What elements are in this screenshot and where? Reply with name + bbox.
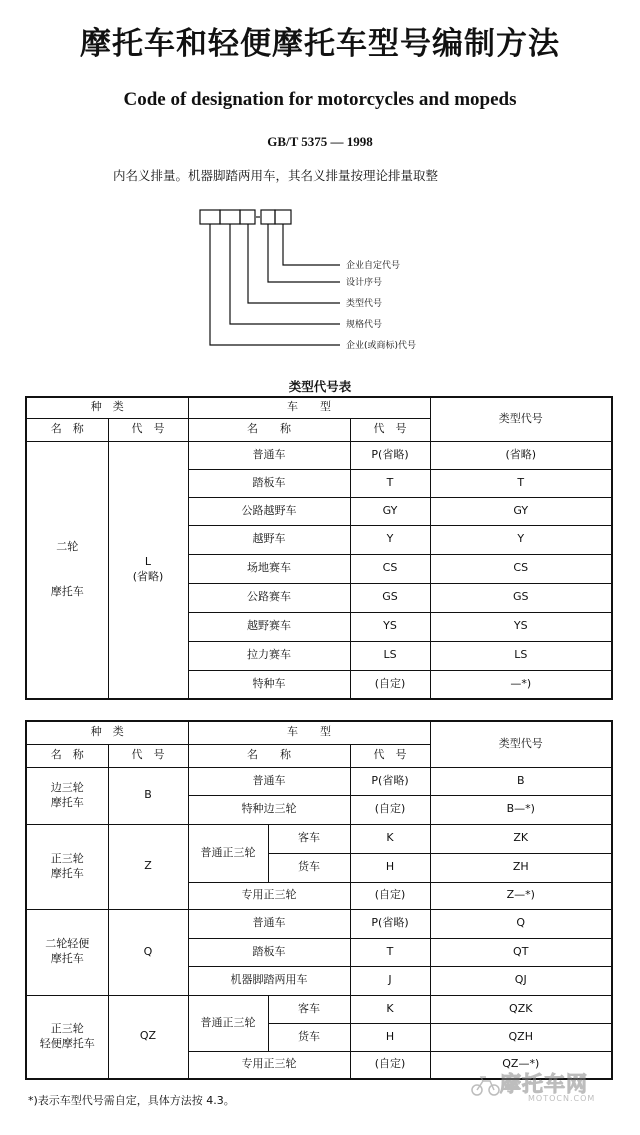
type-code: GS — [430, 583, 612, 612]
vehicle-code: (自定) — [350, 670, 430, 699]
header-kind: 种 类 — [26, 397, 188, 418]
type-code: Z—*) — [430, 882, 612, 909]
vehicle-name: 机器脚踏两用车 — [188, 966, 350, 995]
vehicle-name: 货车 — [268, 853, 350, 882]
diagram-label-4: 规格代号 — [346, 320, 383, 330]
header-kind-code: 代 号 — [108, 744, 188, 767]
code-box-4 — [261, 210, 275, 224]
kind-name-line: 正三轮 — [50, 1021, 84, 1035]
header-type-code: 类型代号 — [430, 397, 612, 441]
kind-name-line: 边三轮 — [50, 780, 84, 794]
designation-structure-diagram — [190, 200, 490, 370]
kind-name-cell — [26, 441, 108, 699]
type-code: GY — [430, 497, 612, 525]
kind-name-line: 摩托车 — [50, 584, 84, 598]
document-subtitle: Code of designation for motorcycles and mopeds — [123, 89, 517, 110]
vehicle-name: 普通车 — [188, 909, 350, 938]
code-box-2 — [220, 210, 240, 224]
vehicle-name: 客车 — [268, 824, 350, 853]
leader-line-2 — [268, 224, 340, 282]
header-kind-code: 代 号 — [108, 418, 188, 441]
vehicle-name: 越野车 — [188, 525, 350, 554]
kind-name-cell — [26, 767, 108, 824]
type-code: Q — [430, 909, 612, 938]
vehicle-code: J — [350, 966, 430, 995]
leader-line-3 — [248, 224, 340, 303]
type-code-table-three-wheel-moped — [25, 720, 613, 1080]
vehicle-name: 特种边三轮 — [188, 795, 350, 824]
motorcycle-logo-icon — [470, 1070, 500, 1098]
kind-name-cell — [26, 824, 108, 909]
type-code: (省略) — [430, 441, 612, 469]
vehicle-code: T — [350, 469, 430, 497]
document-title: 摩托车和轻便摩托车型号编制方法 — [80, 26, 560, 62]
header-vehicle-name: 名 称 — [188, 418, 350, 441]
vehicle-name: 货车 — [268, 1023, 350, 1051]
header-vehicle-code: 代 号 — [350, 418, 430, 441]
vehicle-code: YS — [350, 612, 430, 641]
type-code-table-two-wheel — [25, 396, 613, 700]
kind-name-line: 轻便摩托车 — [39, 1036, 95, 1050]
vehicle-code: GS — [350, 583, 430, 612]
vehicle-code: H — [350, 1023, 430, 1051]
vehicle-name: 越野赛车 — [188, 612, 350, 641]
vehicle-name: 专用正三轮 — [188, 882, 350, 909]
vehicle-name: 公路越野车 — [188, 497, 350, 525]
vehicle-name: 专用正三轮 — [188, 1051, 350, 1079]
kind-name-line: 摩托车 — [50, 952, 84, 965]
type-code: LS — [430, 641, 612, 670]
vehicle-code: P(省略) — [350, 767, 430, 795]
standard-number: GB/T 5375 — 1998 — [267, 134, 373, 149]
type-code: QZK — [430, 995, 612, 1023]
code-box-1 — [200, 210, 220, 224]
vehicle-code: K — [350, 824, 430, 853]
diagram-label-2: 设计序号 — [346, 278, 383, 288]
header-kind: 种 类 — [26, 721, 188, 744]
type-code: ZK — [430, 824, 612, 853]
table-row — [26, 995, 612, 1023]
type-code: CS — [430, 554, 612, 583]
kind-code-line: L — [144, 554, 152, 568]
header-kind-name: 名 称 — [26, 418, 108, 441]
type-code: QT — [430, 938, 612, 966]
displacement-note: 内名义排量。机器脚踏两用车，其名义排量按理论排量取整 — [113, 168, 439, 183]
kind-code-cell: QZ — [108, 995, 188, 1079]
code-box-3 — [240, 210, 255, 224]
kind-code-cell: Z — [108, 824, 188, 909]
vehicle-code: P(省略) — [350, 441, 430, 469]
kind-code-cell: B — [108, 767, 188, 824]
vehicle-name: 拉力赛车 — [188, 641, 350, 670]
header-vehicle-type: 车 型 — [188, 397, 430, 418]
header-vehicle-name: 名 称 — [188, 744, 350, 767]
footnote: *)表示车型代号需自定，具体方法按 4.3。 — [28, 1094, 235, 1107]
vehicle-subcategory: 普通正三轮 — [188, 995, 268, 1051]
table-row — [26, 767, 612, 795]
site-watermark — [470, 1068, 620, 1108]
vehicle-name: 特种车 — [188, 670, 350, 699]
vehicle-code: (自定) — [350, 882, 430, 909]
type-code: ZH — [430, 853, 612, 882]
vehicle-name: 普通车 — [188, 441, 350, 469]
diagram-label-5: 企业(或商标)代号 — [346, 341, 417, 351]
header-kind-name: 名 称 — [26, 744, 108, 767]
vehicle-name: 场地赛车 — [188, 554, 350, 583]
type-code: Y — [430, 525, 612, 554]
type-code: B — [430, 767, 612, 795]
header-type-code: 类型代号 — [430, 721, 612, 767]
type-code: T — [430, 469, 612, 497]
type-code: —*) — [430, 670, 612, 699]
kind-name-line: 二轮轻便 — [45, 937, 90, 951]
vehicle-name: 踏板车 — [188, 938, 350, 966]
kind-code-line: (省略) — [132, 569, 164, 583]
vehicle-code: CS — [350, 554, 430, 583]
kind-code-cell: Q — [108, 909, 188, 995]
type-code: B—*) — [430, 795, 612, 824]
type-code: QJ — [430, 966, 612, 995]
table-row — [26, 441, 612, 469]
table-row — [26, 824, 612, 853]
table-row — [26, 909, 612, 938]
diagram-label-1: 企业自定代号 — [346, 261, 401, 271]
vehicle-code: LS — [350, 641, 430, 670]
leader-line-1 — [283, 224, 340, 265]
vehicle-code: Y — [350, 525, 430, 554]
kind-name-line: 二轮 — [56, 540, 79, 554]
vehicle-name: 公路赛车 — [188, 583, 350, 612]
leader-line-4 — [230, 224, 340, 324]
kind-name-line: 摩托车 — [50, 866, 84, 880]
code-box-5 — [275, 210, 291, 224]
vehicle-code: H — [350, 853, 430, 882]
vehicle-name: 客车 — [268, 995, 350, 1023]
vehicle-code: GY — [350, 497, 430, 525]
watermark-url: MOTOCN.COM — [528, 1094, 596, 1103]
kind-code-cell — [108, 441, 188, 699]
header-vehicle-code: 代 号 — [350, 744, 430, 767]
watermark-text: 摩托车网 — [500, 1072, 588, 1096]
type-code: QZH — [430, 1023, 612, 1051]
kind-name-line: 正三轮 — [50, 851, 84, 865]
vehicle-code: P(省略) — [350, 909, 430, 938]
vehicle-code: (自定) — [350, 1051, 430, 1079]
table-caption: 类型代号表 — [288, 379, 352, 394]
vehicle-subcategory: 普通正三轮 — [188, 824, 268, 882]
vehicle-code: T — [350, 938, 430, 966]
header-vehicle-type: 车 型 — [188, 721, 430, 744]
vehicle-code: K — [350, 995, 430, 1023]
type-code: YS — [430, 612, 612, 641]
kind-name-cell — [26, 995, 108, 1079]
vehicle-name: 普通车 — [188, 767, 350, 795]
vehicle-name: 踏板车 — [188, 469, 350, 497]
kind-name-cell — [26, 909, 108, 995]
kind-name-line: 摩托车 — [50, 795, 84, 809]
diagram-label-3: 类型代号 — [346, 299, 383, 309]
vehicle-code: (自定) — [350, 795, 430, 824]
type-code: QZ—*) — [430, 1051, 612, 1079]
